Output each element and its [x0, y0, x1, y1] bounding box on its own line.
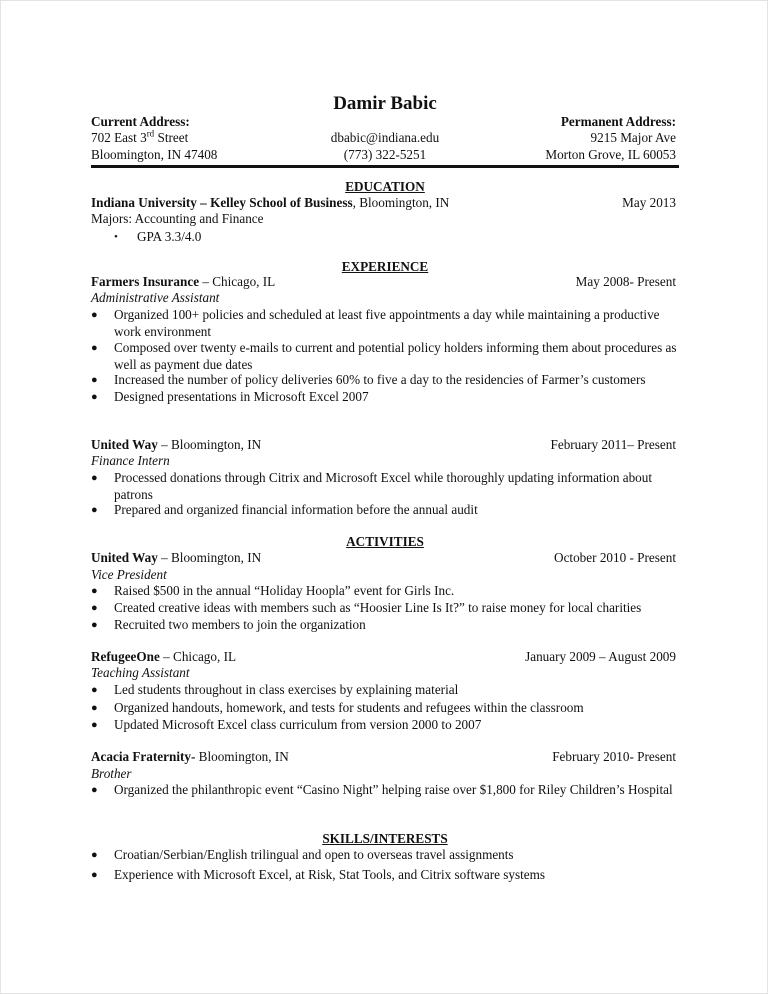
- bullet-icon: ●: [91, 472, 98, 484]
- job-date: May 2008- Present: [575, 274, 676, 289]
- education-gpa: GPA 3.3/4.0: [137, 229, 202, 244]
- bullet-icon: ●: [91, 374, 98, 386]
- activity-title-line: RefugeeOne – Chicago, IL: [91, 649, 237, 664]
- bullet-icon: ●: [91, 602, 98, 614]
- phone: (773) 322-5251: [343, 147, 427, 162]
- bullet-text: Organized the philanthropic event “Casino Night” helping raise over $1,800 for Riley Children’s Hospital: [114, 782, 673, 797]
- bullet-icon: ●: [91, 869, 98, 881]
- email: dbabic@indiana.edu: [330, 130, 440, 145]
- permanent-address-line2: Morton Grove, IL 60053: [545, 147, 676, 162]
- current-address-line1: 702 East 3rd Street: [91, 128, 189, 145]
- bullet-text: Led students throughout in class exercises by explaining material: [114, 682, 459, 697]
- bullet-text: Organized 100+ policies and scheduled at least five appointments a day while maintaining a productive work environment: [114, 307, 660, 339]
- skills-heading: SKILLS/INTERESTS: [322, 831, 448, 846]
- bullet-text: Organized handouts, homework, and tests for students and refugees within the classroom: [114, 700, 584, 715]
- activity-date: February 2010- Present: [552, 749, 676, 764]
- bullet-text: Experience with Microsoft Excel, at Risk, Stat Tools, and Citrix software systems: [114, 867, 546, 882]
- activity-title-line: United Way – Bloomington, IN: [91, 550, 262, 565]
- activity-title-line: Acacia Fraternity- Bloomington, IN: [91, 749, 289, 764]
- bullet-text: Updated Microsoft Excel class curriculum from version 2000 to 2007: [114, 717, 482, 732]
- activity-role: Brother: [91, 766, 132, 781]
- education-heading: EDUCATION: [345, 179, 425, 194]
- bullet-icon: ●: [91, 784, 98, 796]
- bullet-text: Raised $500 in the annual “Holiday Hoopla” event for Girls Inc.: [114, 583, 455, 598]
- bullet-text: Recruited two members to join the organization: [114, 617, 366, 632]
- activity-date: October 2010 - Present: [554, 550, 676, 565]
- activity-role: Vice President: [91, 567, 167, 582]
- experience-heading: EXPERIENCE: [341, 259, 429, 274]
- activity-role: Teaching Assistant: [91, 665, 190, 680]
- education-school: Indiana University – Kelley School of Business, Bloomington, IN: [91, 195, 450, 210]
- bullet-icon: ●: [91, 585, 98, 597]
- education-majors: Majors: Accounting and Finance: [91, 211, 264, 226]
- bullet-icon: ●: [91, 504, 98, 516]
- bullet-icon: •: [114, 231, 118, 243]
- bullet-text: Created creative ideas with members such as “Hoosier Line Is It?” to raise money for local charities: [114, 600, 642, 615]
- current-address-label: Current Address:: [91, 114, 190, 129]
- bullet-icon: ●: [91, 342, 98, 354]
- header-divider: [91, 165, 679, 168]
- job-role: Administrative Assistant: [91, 290, 220, 305]
- bullet-text: Designed presentations in Microsoft Excel 2007: [114, 389, 369, 404]
- job-role: Finance Intern: [91, 453, 170, 468]
- candidate-name: Damir Babic: [333, 93, 437, 114]
- bullet-icon: ●: [91, 849, 98, 861]
- education-date: May 2013: [622, 195, 676, 210]
- bullet-text: Increased the number of policy deliveries 60% to five a day to the residencies of Farmer’s customers: [114, 372, 646, 387]
- bullet-icon: ●: [91, 309, 98, 321]
- bullet-text: Processed donations through Citrix and Microsoft Excel while thoroughly updating information about patrons: [114, 470, 653, 502]
- bullet-icon: ●: [91, 391, 98, 403]
- permanent-address-label: Permanent Address:: [560, 114, 676, 129]
- bullet-icon: ●: [91, 719, 98, 731]
- permanent-address-line1: 9215 Major Ave: [590, 130, 676, 145]
- activity-date: January 2009 – August 2009: [525, 649, 676, 664]
- job-title-line: United Way – Bloomington, IN: [91, 437, 262, 452]
- bullet-icon: ●: [91, 702, 98, 714]
- current-address-line2: Bloomington, IN 47408: [91, 147, 218, 162]
- bullet-text: Composed over twenty e-mails to current and potential policy holders informing them about procedures as well as payment due dates: [114, 340, 677, 372]
- bullet-text: Prepared and organized financial information before the annual audit: [114, 502, 478, 517]
- bullet-icon: ●: [91, 619, 98, 631]
- job-date: February 2011– Present: [550, 437, 676, 452]
- activities-heading: ACTIVITIES: [346, 534, 424, 549]
- job-title-line: Farmers Insurance – Chicago, IL: [91, 274, 276, 289]
- bullet-text: Croatian/Serbian/English trilingual and open to overseas travel assignments: [114, 847, 514, 862]
- bullet-icon: ●: [91, 684, 98, 696]
